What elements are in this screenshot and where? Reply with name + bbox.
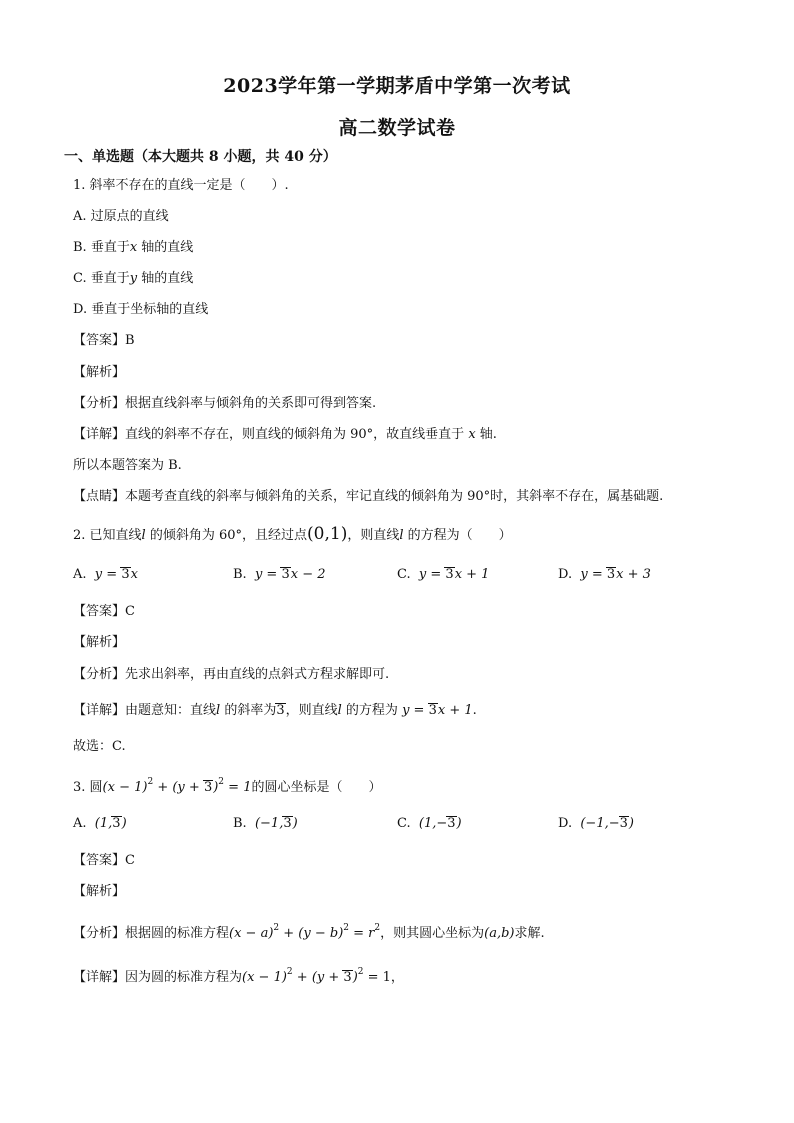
q1-option-c: C. 垂直于y 轴的直线 xyxy=(73,271,194,286)
exam-title: 2023学年第一学期茅盾中学第一次考试 xyxy=(223,75,571,97)
q2-analysis-label: 【解析】 xyxy=(73,635,126,650)
section-heading: 一、单选题（本大题共 8 小题，共 40 分） xyxy=(64,149,337,165)
q3-option-d: D. (−1,−3) xyxy=(558,816,634,831)
q3-option-c: C. (1,−3) xyxy=(397,816,462,831)
exam-subtitle: 高二数学试卷 xyxy=(338,117,456,139)
q1-conclusion: 所以本题答案为 B. xyxy=(73,458,182,473)
q2-option-c: C. y = 3x + 1 xyxy=(397,567,490,582)
q2-option-a: A. y = 3x xyxy=(73,567,138,582)
q1-xiangjie: 【详解】直线的斜率不存在，则直线的倾斜角为 90°，故直线垂直于 x 轴. xyxy=(73,427,497,442)
q2-answer: 【答案】C xyxy=(73,604,135,619)
q2-xiangjie: 【详解】由题意知：直线l 的斜率为3，则直线l 的方程为 y = 3x + 1. xyxy=(73,703,477,718)
q3-xiangjie: 【详解】因为圆的标准方程为$(x - 1)^2 + (y + 3)^2 = 1$， xyxy=(73,967,404,985)
q2-option-b: B. y = 3x − 2 xyxy=(233,567,326,582)
q1-stem: 1. 斜率不存在的直线一定是（ ）. xyxy=(73,178,289,193)
q3-option-a: A. (1,3) xyxy=(73,816,127,831)
q1-option-a: A. 过原点的直线 xyxy=(73,209,169,224)
q1-option-d: D. 垂直于坐标轴的直线 xyxy=(73,302,209,317)
q3-fenxi: 【分析】根据圆的标准方程$(x - a)^2 + (y - b)^2 = r^2$，则其圆心坐标为(a,b)求解. xyxy=(73,923,545,941)
q2-conclusion: 故选：C. xyxy=(73,739,126,754)
q1-answer: 【答案】B xyxy=(73,333,135,348)
q2-option-d: D. y = 3x + 3 xyxy=(558,567,651,582)
q1-option-b: B. 垂直于x 轴的直线 xyxy=(73,240,194,255)
q3-analysis-label: 【解析】 xyxy=(73,884,126,899)
q1-analysis-label: 【解析】 xyxy=(73,365,126,380)
q1-fenxi: 【分析】根据直线斜率与倾斜角的关系即可得到答案. xyxy=(73,396,377,411)
q3-stem: 3. 圆$(x - 1)^2 + (y + 3)^2 = 1$的圆心坐标是（ ） xyxy=(73,777,382,795)
q3-option-b: B. (−1,3) xyxy=(233,816,298,831)
q2-fenxi: 【分析】先求出斜率，再由直线的点斜式方程求解即可. xyxy=(73,667,390,682)
q2-stem: 2. 已知直线l 的倾斜角为 60°，且经过点(0,1)，则直线l 的方程为（ ） xyxy=(73,524,512,544)
q3-answer: 【答案】C xyxy=(73,853,135,868)
q1-dianjing: 【点睛】本题考查直线的斜率与倾斜角的关系，牢记直线的倾斜角为 90°时，其斜率不存在，属基础题. xyxy=(73,489,664,504)
